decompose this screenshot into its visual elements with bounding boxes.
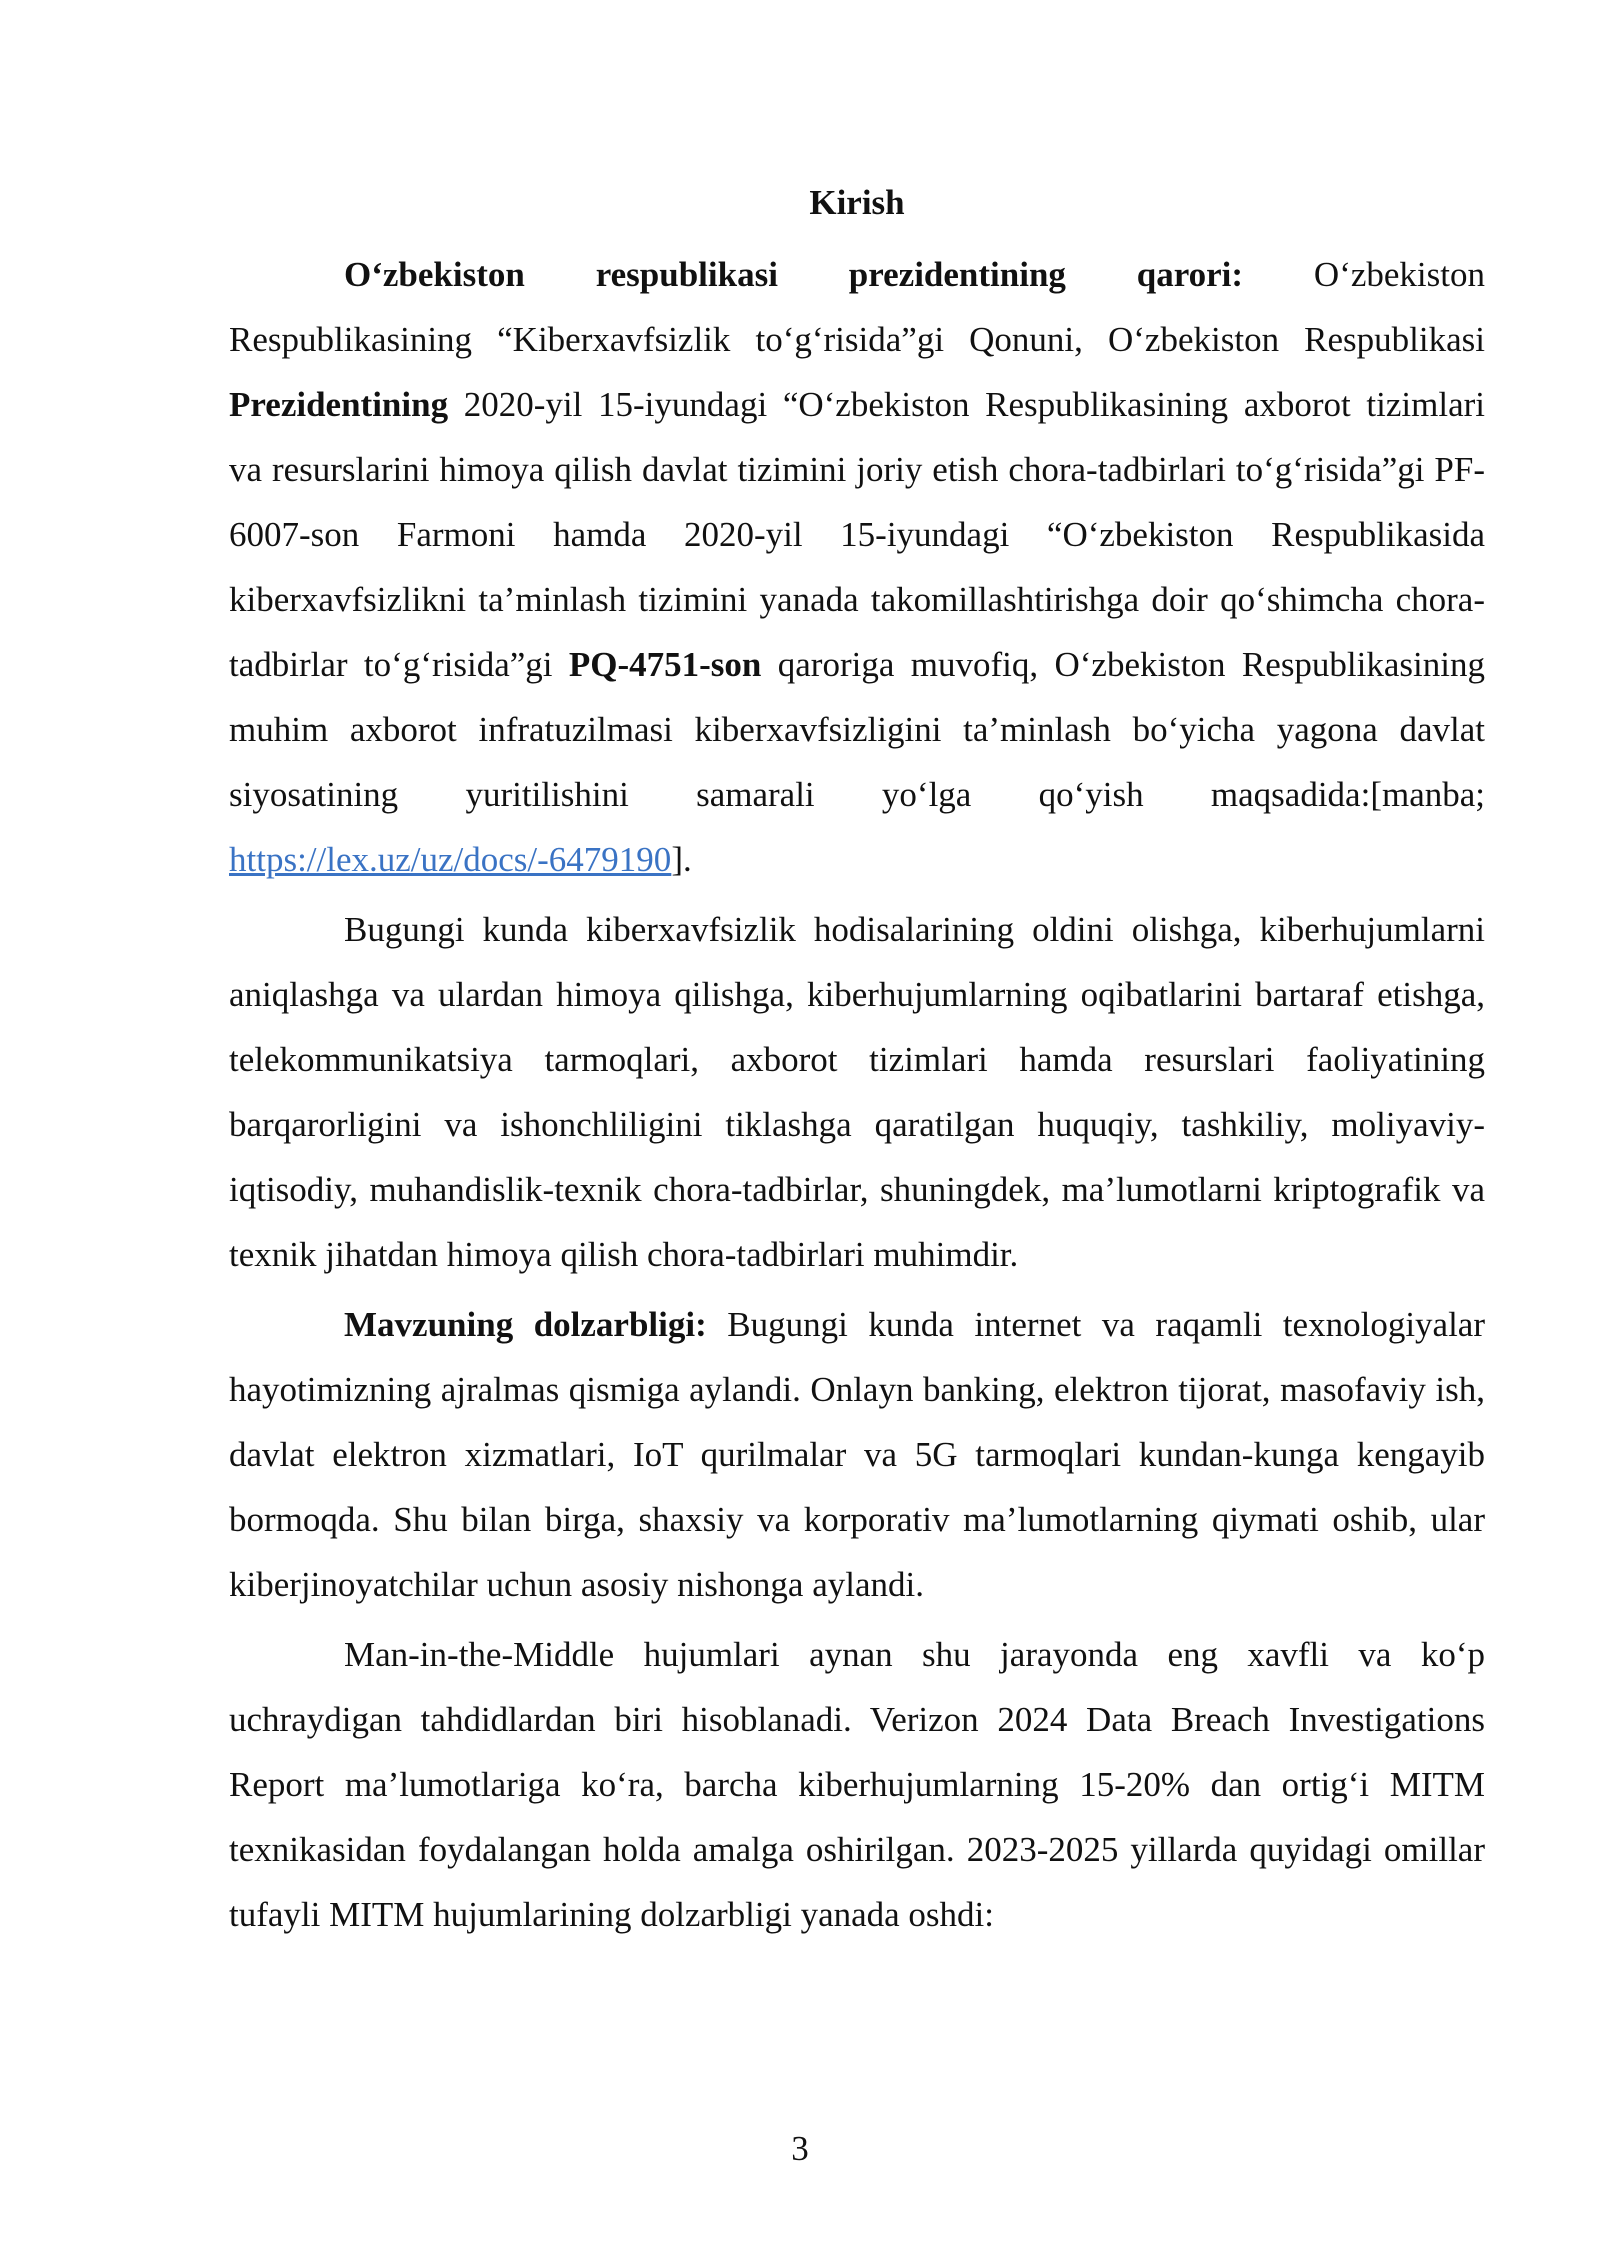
- decree-bold-pq: PQ-4751-son: [568, 645, 762, 684]
- decree-bold-president: Prezidentining: [229, 385, 449, 424]
- relevance-lead: Mavzuning dolzarbligi:: [344, 1305, 707, 1344]
- source-link[interactable]: https://lex.uz/uz/docs/-6479190: [229, 840, 672, 879]
- paragraph-relevance: [229, 1292, 1485, 1617]
- decree-text-a: O‘zbekiston Respublikasining “Kiberxavfsizlik to‘g‘risida”gi Qonuni, O‘zbekiston Respublikasi: [229, 255, 1486, 359]
- relevance-text: Bugungi kunda internet va raqamli texnologiyalar hayotimizning ajralmas qismiga aylandi. Onlayn banking, elektron tijorat, masofaviy ish, davlat elektron xizmatlari, IoT qurilmalar va 5G tarmoqlari kundan-kunga kengayib bormoqda. Shu bilan birga, shaxsiy va korporativ ma’lumotlarning qiymati oshib, ular kiberjinoyatchilar uchun asosiy nishonga aylandi.: [229, 1305, 1485, 1604]
- page-number: 3: [791, 2129, 809, 2168]
- document-page: [229, 178, 1485, 1952]
- decree-lead: O‘zbekiston respublikasi prezidentining qarori:: [344, 255, 1244, 294]
- paragraph-mitm: Man-in-the-Middle hujumlari aynan shu jarayonda eng xavfli va ko‘p uchraydigan tahdidlardan biri hisoblanadi. Verizon 2024 Data Breach Investigations Report ma’lumotlariga ko‘ra, barcha kiberhujumlarning 15-20% dan ortig‘i MITM texnikasidan foydalangan holda amalga oshirilgan. 2023-2025 yillarda quyidagi omillar tufayli MITM hujumlarining dolzarbligi yanada oshdi:: [229, 1635, 1485, 1934]
- paragraph-measures: Bugungi kunda kiberxavfsizlik hodisalarining oldini olishga, kiberhujumlarni aniqlashga va ulardan himoya qilishga, kiberhujumlarning oqibatlarini bartaraf etishga, telekommunikatsiya tarmoqlari, axborot tizimlari hamda resurslari faoliyatining barqarorligini va ishonchliligini tiklashga qaratilgan huquqiy, tashkiliy, moliyaviy-iqtisodiy, muhandislik-texnik chora-tadbirlar, shuningdek, ma’lumotlarni kriptografik va texnik jihatdan himoya qilish chora-tadbirlari muhimdir.: [229, 910, 1485, 1274]
- paragraph-decree: [229, 242, 1485, 892]
- section-heading: Kirish: [809, 183, 905, 222]
- decree-text-d: ].: [671, 840, 692, 879]
- decree-text-c: qaroriga muvofiq, O‘zbekiston Respublikasining muhim axborot infratuzilmasi kiberxavfsizligini ta’minlash bo‘yicha yagona davlat siyosatining yuritilishini samarali yo‘lga qo‘yish maqsadida:[manba;: [229, 645, 1485, 814]
- decree-text-b: 2020-yil 15-iyundagi “O‘zbekiston Respublikasining axborot tizimlari va resurslarini himoya qilish davlat tizimini joriy etish chora-tadbirlari to‘g‘risida”gi PF-6007-son Farmoni hamda 2020-yil 15-iyundagi “O‘zbekiston Respublikasida kiberxavfsizlikni ta’minlash tizimini yanada takomillashtirishga doir qo‘shimcha chora-tadbirlar to‘g‘risida”gi: [229, 385, 1485, 684]
